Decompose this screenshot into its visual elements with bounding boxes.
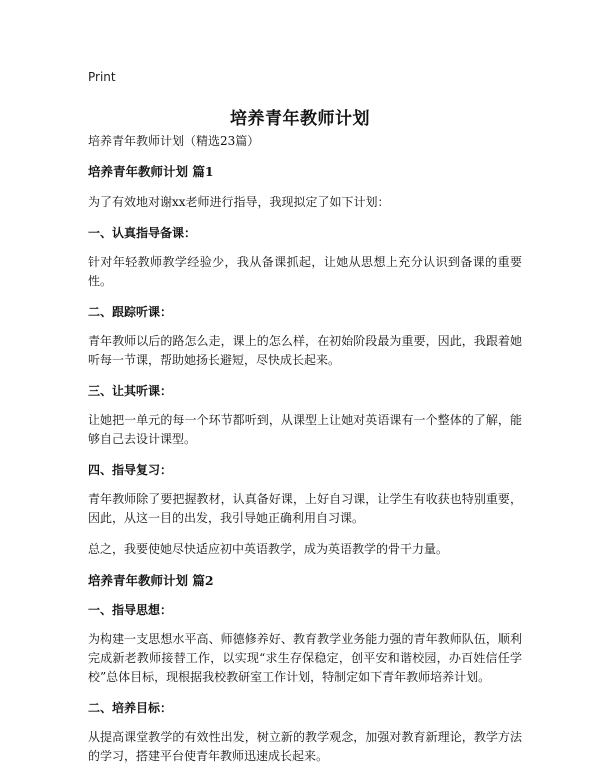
item-text-prep: 针对年轻教师教学经验少，我从备课抓起，让她从思想上充分认识到备课的重要性。 [88,254,522,288]
print-link[interactable]: Print [88,70,116,84]
document-title: 培养青年教师计划 [230,109,370,129]
item-heading-guiding: 一、指导思想： [88,603,173,617]
item-text-goals: 从提高课堂教学的有效性出发，树立新的教学观念，加强对教育新理论，教学方法的学习，搭建平台使青年教师迅速成长起来。 [88,730,522,763]
item-heading-goals: 二、培养目标： [88,701,173,715]
section-heading-1: 培养青年教师计划 篇1 [88,164,214,179]
item-text-listen: 让她把一单元的每一个环节都听到，从课型上让她对英语课有一个整体的了解，能够自己去设计课型。 [88,412,522,446]
item-text-follow: 青年教师以后的路怎么走，课上的怎么样，在初始阶段最为重要，因此，我跟着她听每一节课，帮助她扬长避短，尽快成长起来。 [88,333,522,367]
document-body [88,132,522,778]
section-1-intro: 为了有效地对谢xx老师进行指导，我现拟定了如下计划： [88,194,390,209]
section-1-closing: 总之，我要使她尽快适应初中英语教学，成为英语教学的骨干力量。 [88,541,449,556]
item-text-review: 青年教师除了要把握教材，认真备好课，上好自习课，让学生有收获也特别重要，因此，从这一目的出发，我引导她正确利用自习课。 [88,491,522,525]
item-heading-review: 四、指导复习： [88,462,173,477]
item-heading-follow: 二、跟踪听课： [88,304,173,319]
item-heading-listen: 三、让其听课： [88,383,173,398]
document-subtitle: 培养青年教师计划（精选23篇） [88,134,260,148]
item-heading-prep: 一、认真指导备课： [88,225,197,240]
item-text-guiding: 为构建一支思想水平高、师德修养好、教育教学业务能力强的青年教师队伍，顺利完成新老教师接替工作，以实现“求生存保稳定，创平安和谐校园，办百姓信任学校”总体目标，现根据我校教研室工作计划，特制定如下青年教师培养计划。 [88,632,522,684]
section-heading-2: 培养青年教师计划 篇2 [88,572,214,588]
